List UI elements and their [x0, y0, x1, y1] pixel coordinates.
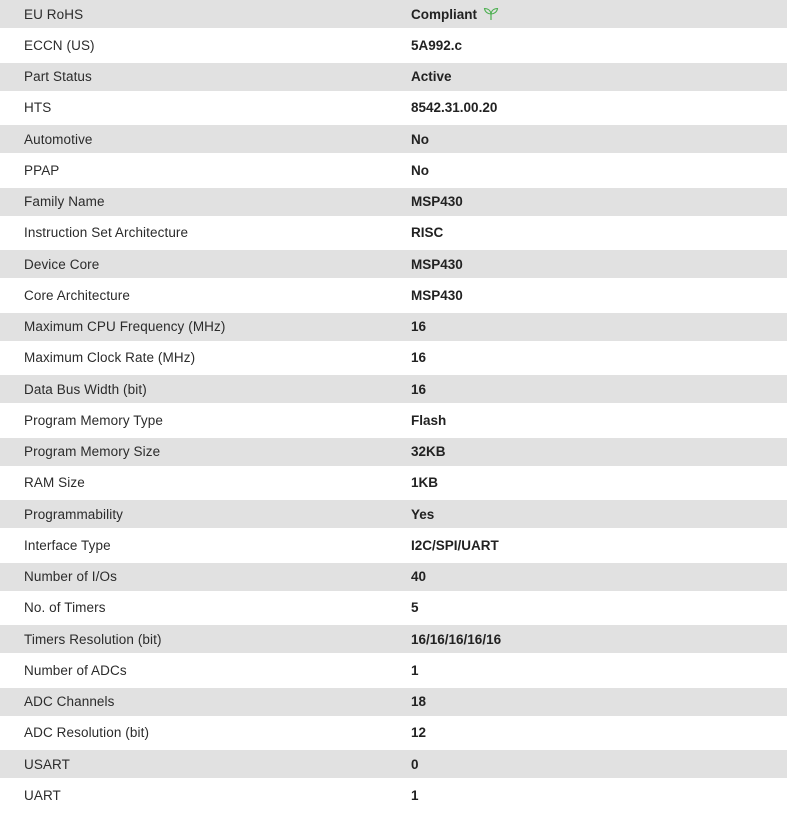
spec-value: I2C/SPI/UART — [411, 537, 499, 553]
spec-row-max-clock-rate — [0, 344, 787, 372]
spec-value: 8542.31.00.20 — [411, 100, 498, 116]
spec-value: Yes — [411, 506, 435, 522]
spec-value: Active — [411, 69, 452, 84]
spec-value: 1 — [411, 787, 419, 803]
leaf-icon — [483, 7, 499, 21]
spec-value: RISC — [411, 225, 444, 241]
spec-label: Part Status — [24, 69, 92, 84]
spec-row-eu-rohs — [0, 0, 787, 28]
spec-row-interface-type — [0, 531, 787, 559]
spec-label: Device Core — [24, 256, 100, 272]
spec-row-part-status — [0, 63, 787, 91]
spec-label: Maximum CPU Frequency (MHz) — [24, 319, 226, 334]
spec-row-usart — [0, 750, 787, 778]
spec-row-programmability — [0, 500, 787, 528]
spec-label: Family Name — [24, 194, 105, 209]
spec-label: Core Architecture — [24, 287, 130, 303]
spec-label: HTS — [24, 100, 52, 116]
spec-value: 5 — [411, 600, 419, 616]
spec-row-number-of-adcs — [0, 656, 787, 684]
spec-value: 16 — [411, 381, 427, 397]
spec-row-data-bus-width — [0, 375, 787, 403]
spec-value: No — [411, 162, 429, 178]
spec-row-timers-resolution — [0, 625, 787, 653]
spec-value: 18 — [411, 694, 427, 709]
spec-row-ram-size — [0, 469, 787, 497]
spec-value: 16 — [411, 319, 427, 334]
spec-label: ADC Resolution (bit) — [24, 725, 150, 741]
spec-label: Program Memory Size — [24, 444, 161, 459]
spec-row-program-memory-type — [0, 406, 787, 434]
spec-label: Program Memory Type — [24, 412, 163, 428]
spec-label: USART — [24, 756, 71, 772]
spec-label: Interface Type — [24, 537, 111, 553]
spec-row-instruction-set — [0, 219, 787, 247]
spec-row-adc-resolution — [0, 719, 787, 747]
spec-row-adc-channels — [0, 688, 787, 716]
spec-value: 1KB — [411, 475, 439, 491]
spec-row-uart — [0, 781, 787, 809]
spec-label: Number of I/Os — [24, 569, 117, 584]
spec-row-device-core — [0, 250, 787, 278]
spec-value: Flash — [411, 412, 447, 428]
spec-row-program-memory-size — [0, 438, 787, 466]
spec-label: Data Bus Width (bit) — [24, 381, 147, 397]
spec-row-automotive — [0, 125, 787, 153]
spec-label: Programmability — [24, 506, 124, 522]
spec-label: ECCN (US) — [24, 37, 95, 53]
spec-row-no-of-timers — [0, 594, 787, 622]
spec-row-family-name — [0, 188, 787, 216]
spec-value: 32KB — [411, 444, 446, 459]
spec-value: Compliant — [411, 6, 477, 22]
spec-value: 1 — [411, 662, 419, 678]
spec-value: MSP430 — [411, 194, 463, 209]
spec-label: EU RoHS — [24, 6, 84, 22]
spec-row-core-architecture — [0, 281, 787, 309]
spec-value: No — [411, 131, 429, 147]
spec-row-number-of-ios — [0, 563, 787, 591]
spec-label: Maximum Clock Rate (MHz) — [24, 350, 196, 366]
spec-value: MSP430 — [411, 256, 463, 272]
spec-value: 16 — [411, 350, 427, 366]
spec-label: PPAP — [24, 162, 60, 178]
spec-value: 16/16/16/16/16 — [411, 631, 502, 647]
spec-value: 12 — [411, 725, 427, 741]
spec-label: ADC Channels — [24, 694, 115, 709]
spec-value-wrap — [411, 7, 787, 22]
spec-row-hts — [0, 94, 787, 122]
spec-value: MSP430 — [411, 287, 463, 303]
spec-value: 0 — [411, 756, 419, 772]
spec-value: 5A992.c — [411, 37, 463, 53]
spec-row-max-cpu-frequency — [0, 313, 787, 341]
spec-label: No. of Timers — [24, 600, 106, 616]
spec-label: Automotive — [24, 131, 93, 147]
spec-row-eccn — [0, 31, 787, 59]
spec-label: Number of ADCs — [24, 662, 127, 678]
spec-value: 40 — [411, 569, 427, 584]
spec-label: Instruction Set Architecture — [24, 225, 189, 241]
spec-row-ppap — [0, 156, 787, 184]
spec-label: Timers Resolution (bit) — [24, 631, 162, 647]
spec-label: UART — [24, 787, 61, 803]
spec-label: RAM Size — [24, 475, 85, 491]
